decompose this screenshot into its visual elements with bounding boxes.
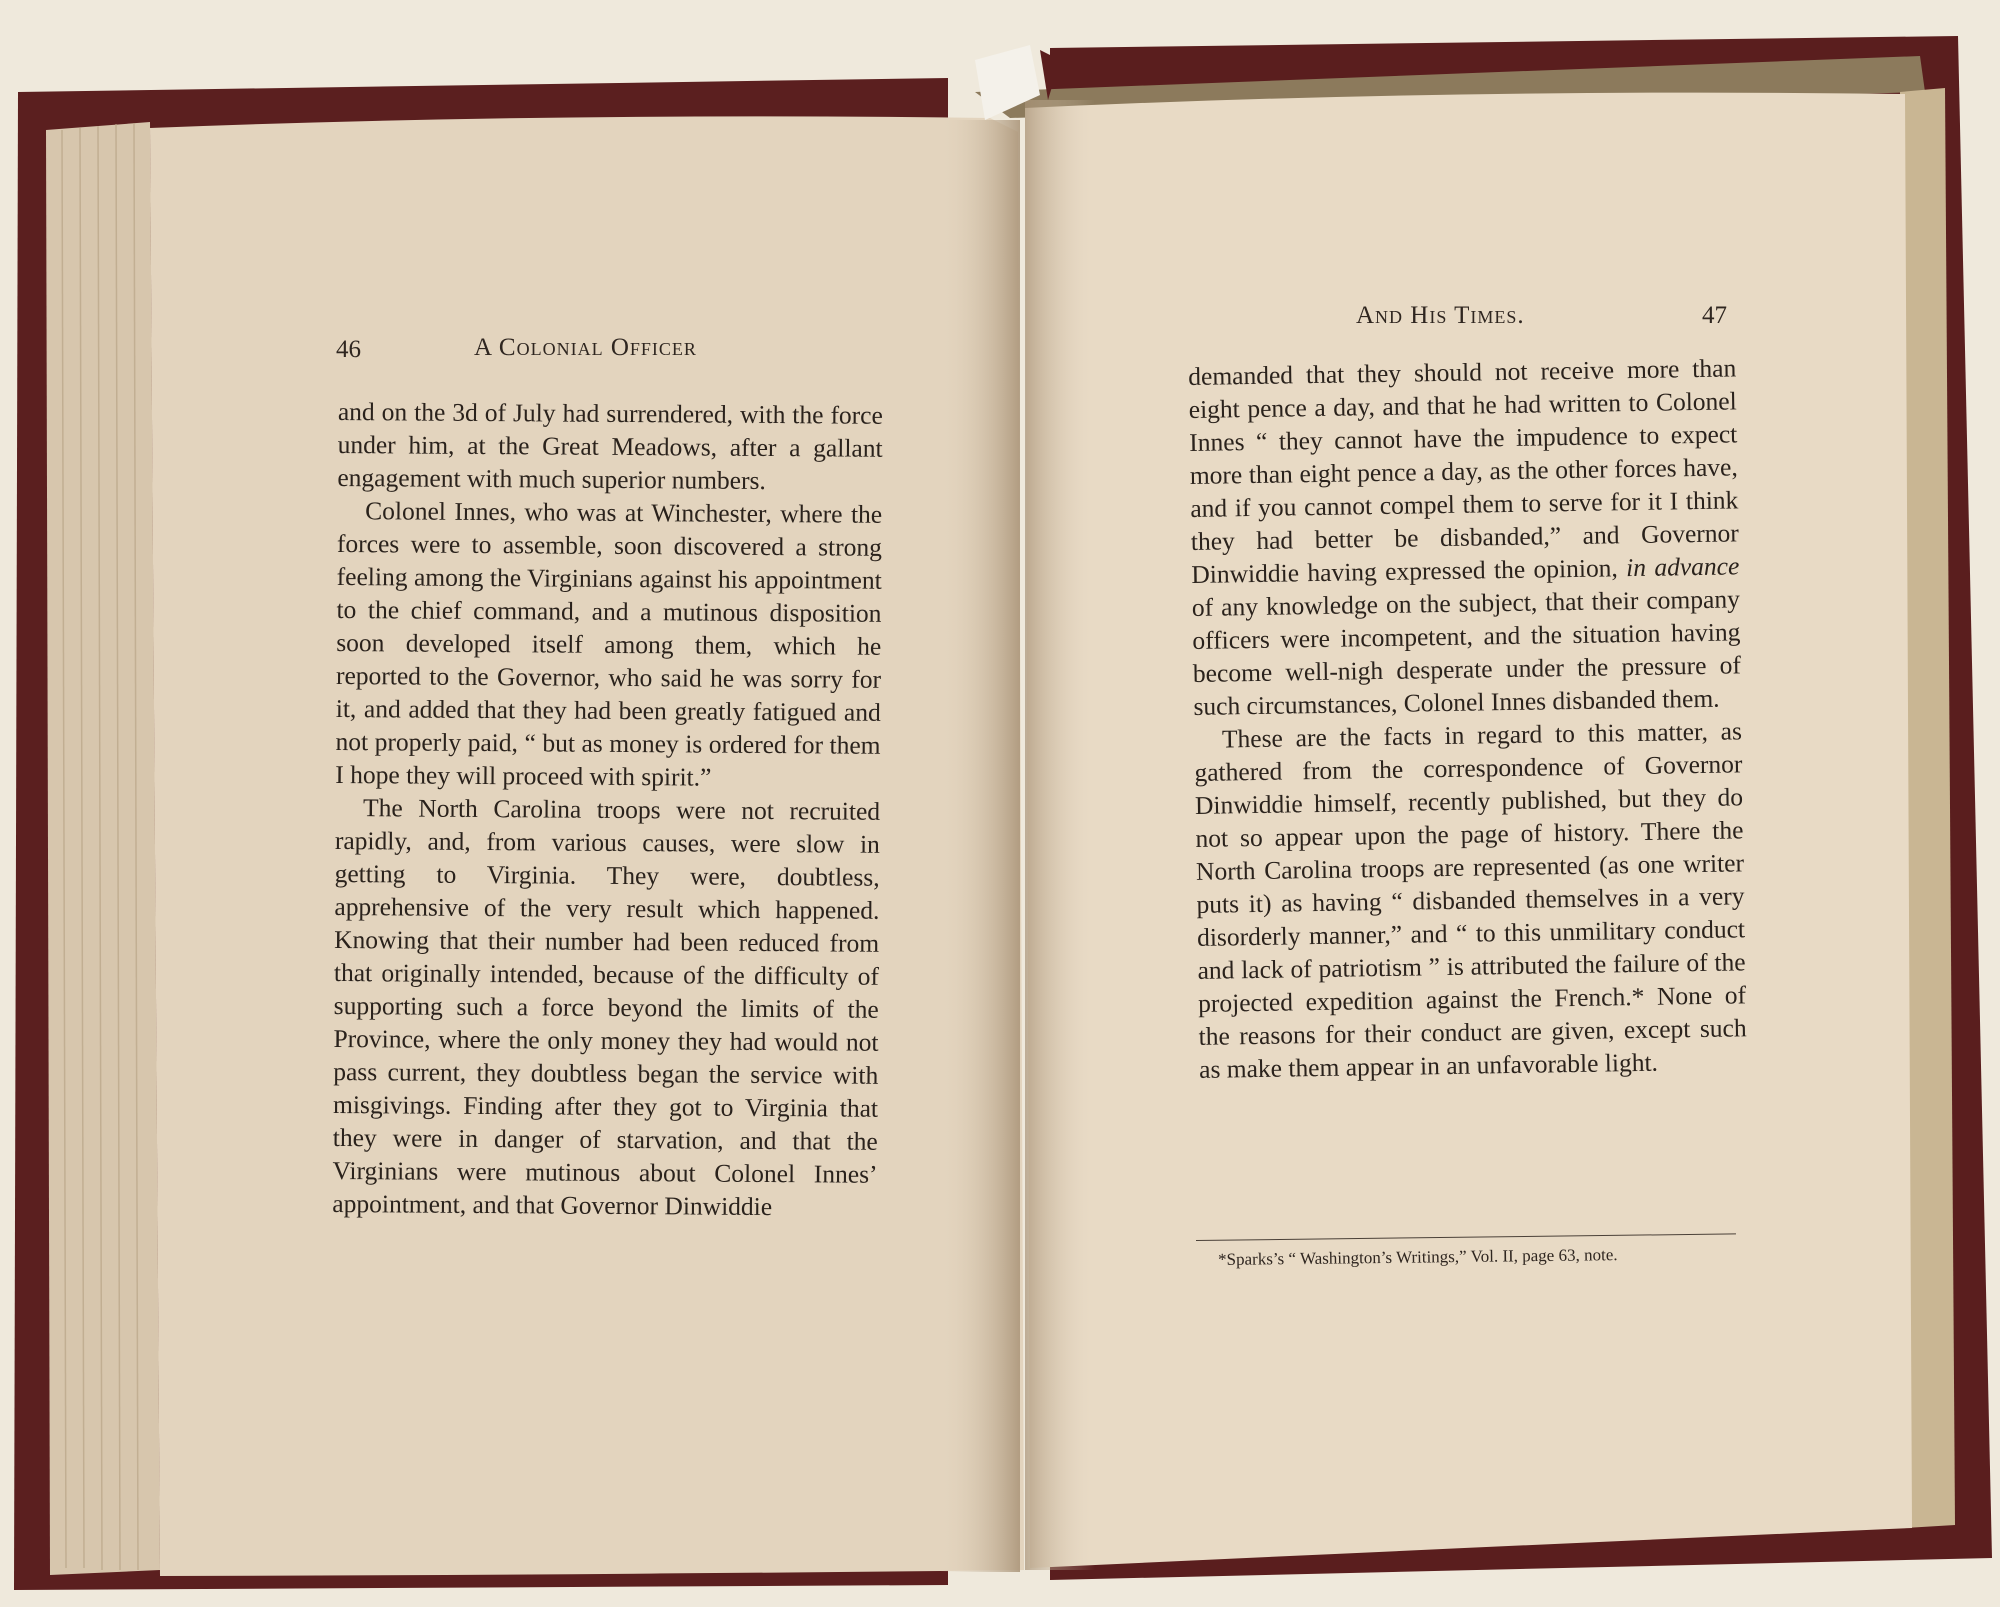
right-paragraph-1-part-b: of any knowledge on the subject, that their company officers were incompetent, and the situation having become well-nigh desperate under the pressure of such circumstances, Colonel Innes disbanded them.: [1191, 584, 1742, 721]
footnote: *Sparks’s “ Washington’s Writings,” Vol. II, page 63, note.: [1218, 1245, 1618, 1269]
right-paragraph-1-part-a: demanded that they should not receive more than eight pence a day, and that he had written to Colonel Innes “ they cannot have the impudence to expect more than eight pence a day, as the other forces have, and if you cannot compel them to serve for it I think they had better be disbanded,” and Governor Dinwiddie having expressed the opinion,: [1188, 353, 1740, 589]
left-paragraph-1: and on the 3d of July had surrendered, with the force under him, at the Great Meadows, after a gallant engagement with much superior numbers.: [337, 396, 883, 495]
left-page-body: [332, 395, 883, 1224]
right-running-head: And His Times.: [1356, 302, 1525, 329]
left-paragraph-2: Colonel Innes, who was at Winchester, where the forces were to assemble, soon discovered a strong feeling among the Virginians against his appointment to the chief command, and a mutinous disposition soon developed itself among them, which he reported to the Governor, who said he was sorry for it, and added that they had been greatly fatigued and not properly paid, “ but as money is ordered for them I hope they will proceed with spirit.”: [335, 496, 883, 792]
left-running-head: A Colonial Officer: [474, 334, 697, 361]
right-paragraph-1-italic: in advance: [1625, 551, 1740, 583]
right-page-number: 47: [1702, 302, 1727, 329]
left-page-number: 46: [336, 336, 361, 363]
right-paragraph-1: [1188, 351, 1742, 723]
left-paragraph-3: The North Carolina troops were not recruited rapidly, and, from various causes, were slow in getting to Virginia. They were, doubtless, apprehensive of the very result which happened. Knowing that their number had been reduced from that originally intended, because of the difficulty of supporting such a force beyond the limits of the Province, where the only money they had would not pass current, they doubtless began the service with misgivings. Finding after they got to Virginia that they were in danger of starvation, and that the Virginians were mutinous about Colonel Innes’ appointment, and that Governor Dinwiddie: [332, 793, 881, 1222]
right-paragraph-2: These are the facts in regard to this matter, as gathered from the correspondence of Governor Dinwiddie himself, recently published, but they do not so appear upon the page of history. There the North Carolina troops are represented (as one writer puts it) as having “ disbanded themselves in a very disorderly manner,” and “ to this unmilitary conduct and lack of patriotism ” is attributed the failure of the projected expedition against the French.* None of the reasons for their conduct are given, except such as make them appear in an unfavorable light.: [1194, 716, 1747, 1084]
right-page-body: [1188, 351, 1747, 1086]
